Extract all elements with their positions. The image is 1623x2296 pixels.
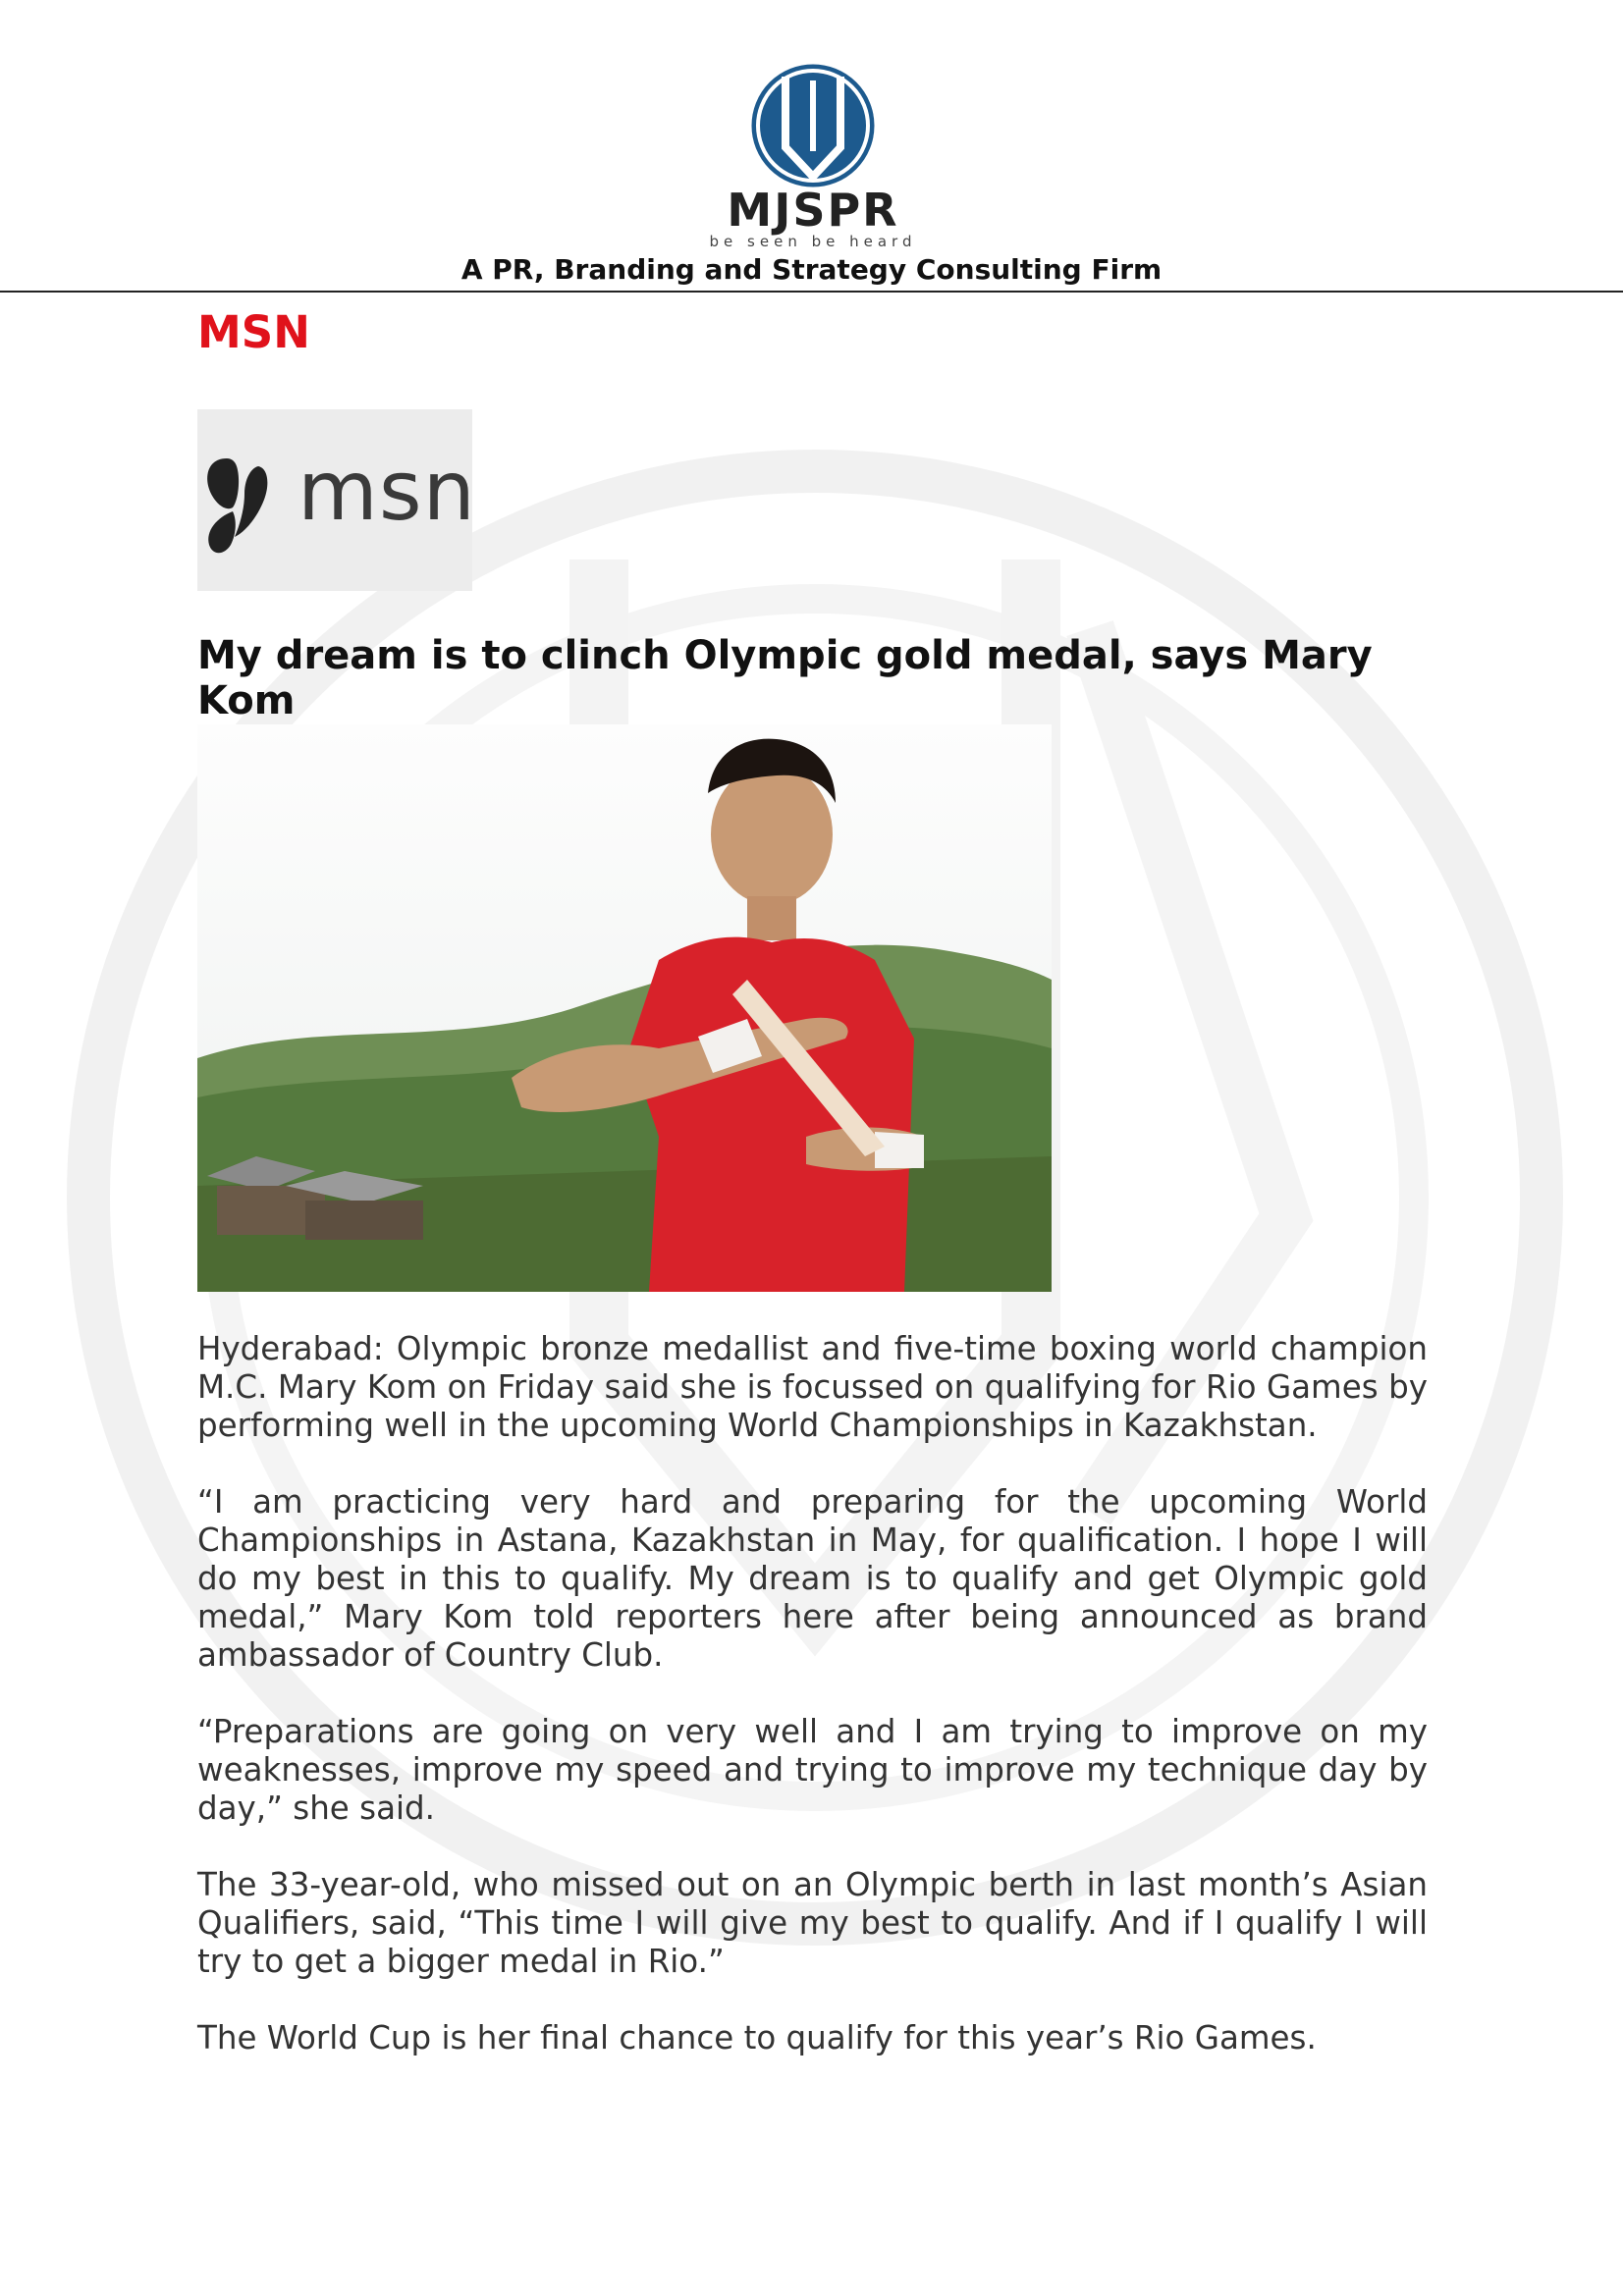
article-body — [197, 1330, 1428, 2096]
header-divider — [0, 291, 1623, 293]
brand-slogan: be seen be heard — [709, 233, 917, 250]
article-paragraph: The World Cup is her final chance to qualify for this year’s Rio Games. — [197, 2019, 1317, 2056]
publication-name: MSN — [197, 306, 310, 358]
article-paragraph: Hyderabad: Olympic bronze medallist and five-time boxing world champion M.C. Mary Kom on Friday said she is focussed on qualifying for Rio Games by performing well in the upcoming World Championships in Kazakhstan. — [197, 1330, 1428, 1444]
article-paragraph: The 33-year-old, who missed out on an Olympic berth in last month’s Asian Qualifiers, said, “This time I will give my best to qualify. And if I qualify I will try to get a bigger medal in Rio.” — [197, 1866, 1428, 1980]
mjspr-logo — [687, 57, 943, 253]
article-headline: My dream is to clinch Olympic gold medal, says Mary Kom — [197, 633, 1373, 723]
page-header — [0, 0, 1623, 293]
msn-logo-text: msn — [298, 443, 476, 539]
brand-name: MJSPR — [727, 184, 899, 237]
article-paragraph: “Preparations are going on very well and I am trying to improve on my weaknesses, improve my speed and trying to improve my technique day by day,” she said. — [197, 1713, 1428, 1827]
msn-logo — [197, 409, 476, 591]
article-photo — [197, 724, 1052, 1292]
butterfly-icon — [197, 409, 296, 591]
article-paragraph: “I am practicing very hard and preparing for the upcoming World Championships in Astana, Kazakhstan in May, for qualification. I hope I will do my best in this to qualify. My dream is to qualify and get Olympic gold medal,” Mary Kom told reporters here after being announced as brand ambassador of Country Club. — [197, 1483, 1428, 1674]
firm-tagline: A PR, Branding and Strategy Consulting Firm — [460, 253, 1163, 286]
